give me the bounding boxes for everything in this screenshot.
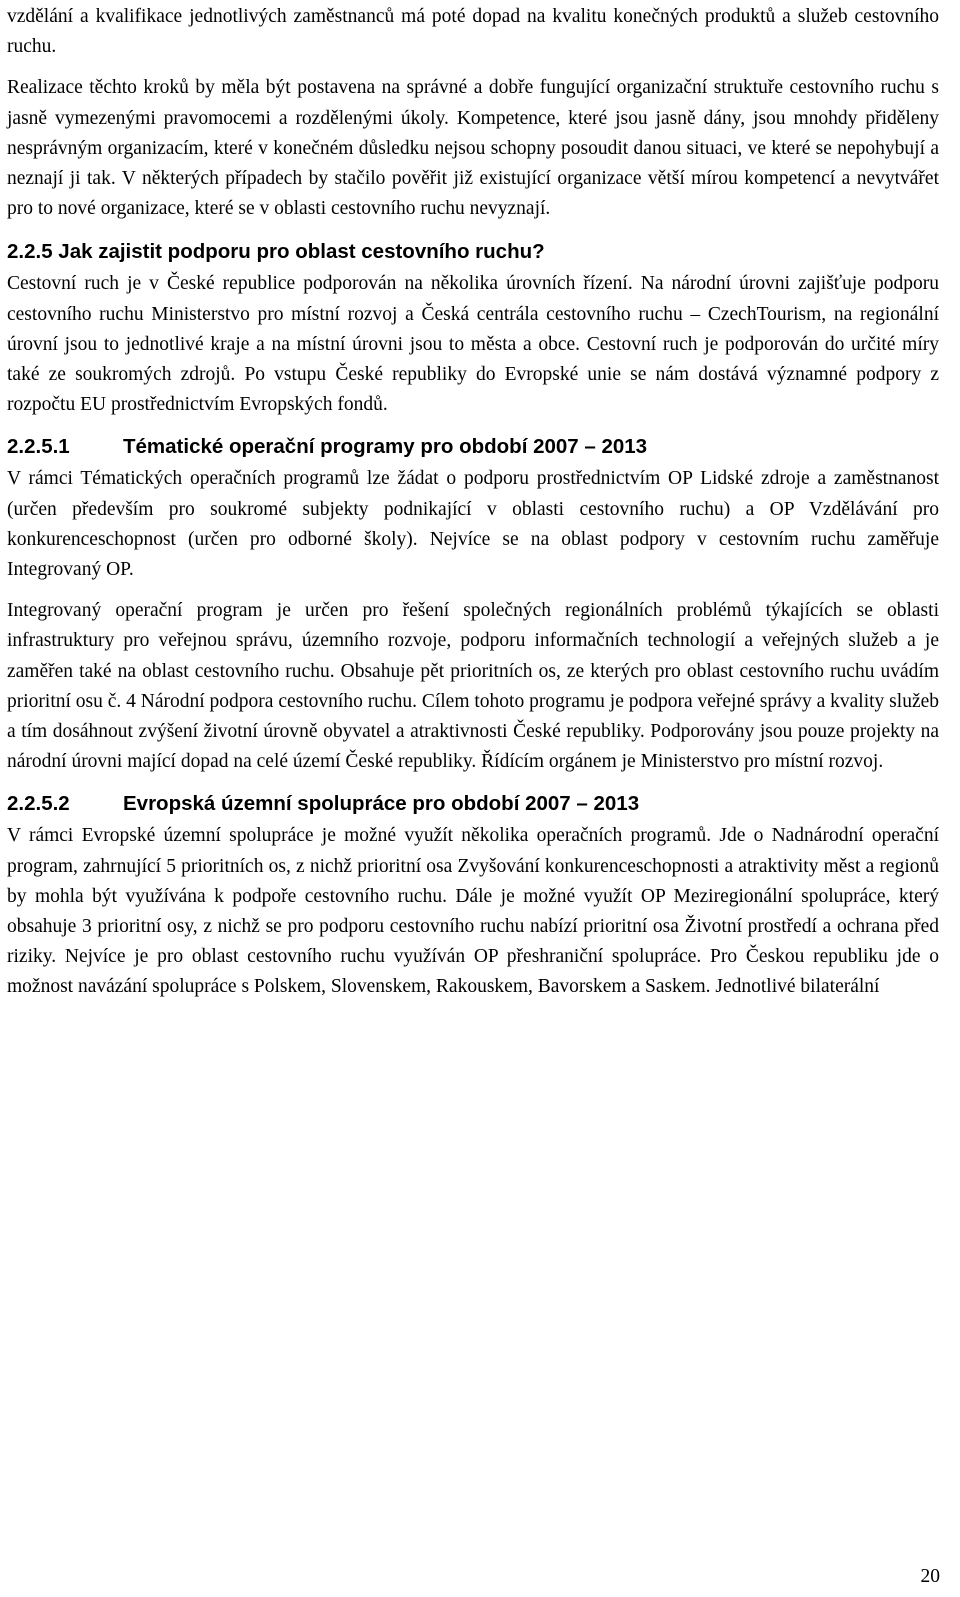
paragraph-territorial-cooperation: V rámci Evropské územní spolupráce je možné využít několika operačních programů. Jde o Nadnárodní operační program, zahrnující 5 prioritních os, z nichž prioritní osa Zvyšování konkurenceschopnosti a atraktivity měst a regionů by mohla být využívána k podpoře cestovního ruchu. Dále je možné využít OP Meziregionální spolupráce, který obsahuje 3 prioritní osy, z nichž se pro podporu cestovního ruchu nabízí prioritní osa Životní prostředí a ochrana před riziky. Nejvíce je pro oblast cestovního ruchu využíván OP přeshraniční spolupráce. Pro Českou republiku jde o možnost navázání spolupráce s Polskem, Slovenskem, Rakouskem, Bavorskem a Saskem. Jednotlivé bilaterální xyxy=(7,825,939,998)
section-number: 2.2.5.2 xyxy=(7,792,70,816)
paragraph-intro-continuation: vzdělání a kvalifikace jednotlivých zaměstnanců má poté dopad na kvalitu konečných produktů a služeb cestovního ruchu. xyxy=(7,6,939,58)
paragraph-thematic-programs: V rámci Tématických operačních programů lze žádat o podporu prostřednictvím OP Lidské zdroje a zaměstnanost (určen především pro soukromé subjekty podnikající v oblasti cestovního ruchu) a OP Vzdělávání pro konkurenceschopnost (určen pro odborné školy). Nejvíce se na oblast podpory v cestovním ruchu zaměřuje Integrovaný OP. xyxy=(7,468,939,581)
section-title: Evropská územní spolupráce pro období 2007 – 2013 xyxy=(123,792,640,816)
paragraph-organization-structure: Realizace těchto kroků by měla být postavena na správné a dobře fungující organizační struktuře cestovního ruchu s jasně vymezenými pravomocemi a rozdělenými úkoly. Kompetence, které jsou jasně dány, jsou mnohdy přiděleny nesprávným organizacím, které v konečném důsledku nejsou schopny posoudit danou situaci, ve které se nepohybují a neznají ji tak. V některých případech by stačilo pověřit již existující organizace větší mírou kompetencí a nevytvářet pro to nové organizace, které se v oblasti cestovního ruchu nevyznají. xyxy=(7,77,939,220)
page-number: 20 xyxy=(920,1566,940,1587)
paragraph-integrated-program: Integrovaný operační program je určen pro řešení společných regionálních problémů týkajících se oblasti infrastruktury pro veřejnou správu, územního rozvoje, podporu informačních technologií a veřejných služeb a je zaměřen také na oblast cestovního ruchu. Obsahuje pět prioritních os, ze kterých pro oblast cestovního ruchu uvádím prioritní osu č. 4 Národní podpora cestovního ruchu. Cílem tohoto programu je podpora veřejné správy a kvality služeb a tím dosáhnout zvýšení životní úrovně obyvatel a atraktivnosti České republiky. Podporovány jsou pouze projekty na národní úrovni mající dopad na celé území České republiky. Řídícím orgánem je Ministerstvo pro místní rozvoj. xyxy=(7,600,939,773)
section-title: Tématické operační programy pro období 2007 – 2013 xyxy=(123,435,648,459)
section-heading-2-2-5: 2.2.5 Jak zajistit podporu pro oblast cestovního ruchu? xyxy=(7,240,545,264)
document-page xyxy=(7,0,939,1003)
section-heading-2-2-5-1 xyxy=(7,432,939,462)
paragraph-support-levels: Cestovní ruch je v České republice podporován na několika úrovních řízení. Na národní úrovni zajišťuje podporu cestovního ruchu Ministerstvo pro místní rozvoj a Česká centrála cestovního ruchu – CzechTourism, na regionální úrovní jsou to jednotlivé kraje a na místní úrovni jsou to města a obce. Cestovní ruch je podporován do určité míry také ze soukromých zdrojů. Po vstupu České republiky do Evropské unie se nám dostává významné podpory z rozpočtu EU prostřednictvím Evropských fondů. xyxy=(7,273,939,416)
section-heading-2-2-5-2 xyxy=(7,789,939,819)
section-number: 2.2.5.1 xyxy=(7,435,70,459)
